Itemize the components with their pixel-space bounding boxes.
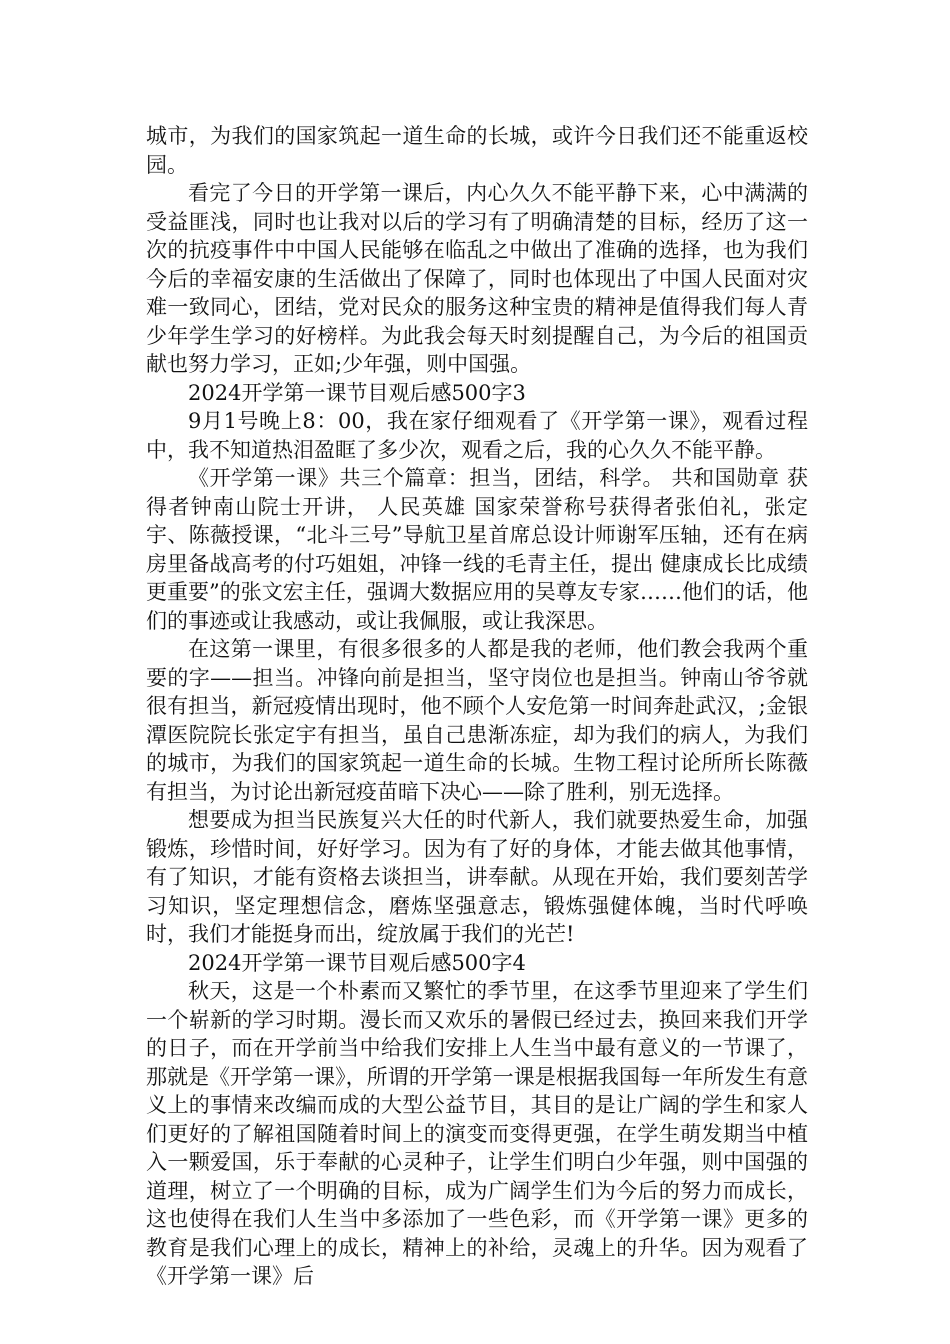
document-page bbox=[146, 122, 808, 1291]
paragraph-7: 秋天，这是一个朴素而又繁忙的季节里，在这季节里迎来了学生们一个崭新的学习时期。漫长而又欢乐的暑假已经过去，换回来我们开学的日子，而在开学前当中给我们安排上人生当中最有意义的一节课了，那就是《开学第一课》，所谓的开学第一课是根据我国每一年所发生有意义上的事情来改编而成的大型公益节目，其目的是让广阔的学生和家人们更好的了解祖国随着时间上的演变而变得更强，在学生萌发期当中植入一颗爱国，乐于奉献的心灵种子，让学生们明白少年强，则中国强的道理，树立了一个明确的目标，成为广阔学生们为今后的努力而成长，这也使得在我们人生当中多添加了一些色彩，而《开学第一课》更多的教育是我们心理上的成长，精神上的补给，灵魂上的升华。因为观看了《开学第一课》后 bbox=[146, 979, 808, 1288]
section-heading-4: 2024开学第一课节目观后感500字4 bbox=[188, 950, 526, 975]
paragraph-2: 看完了今日的开学第一课后，内心久久不能平静下来，心中满满的受益匪浅，同时也让我对以后的学习有了明确清楚的目标，经历了这一次的抗疫事件中中国人民能够在临乱之中做出了准确的选择，也为我们今后的幸福安康的生活做出了保障了，同时也体现出了中国人民面对灾难一致同心，团结，党对民众的服务这种宝贵的精神是值得我们每人青少年学生学习的好榜样。为此我会每天时刻提醒自己，为今后的祖国贡献也努力学习，正如;少年强，则中国强。 bbox=[146, 181, 808, 376]
paragraph-5: 在这第一课里，有很多很多的人都是我的老师，他们教会我两个重要的字——担当。冲锋向前是担当，坚守岗位也是担当。钟南山爷爷就很有担当，新冠疫情出现时，他不顾个人安危第一时间奔赴武汉，;金银潭医院院长张定宇有担当，虽自己患渐冻症，却为我们的病人，为我们的城市，为我们的国家筑起一道生命的长城。生物工程讨论所所长陈薇有担当，为讨论出新冠疫苗暗下决心——除了胜利，别无选择。 bbox=[146, 637, 808, 804]
paragraph-3: 9月1号晚上8：00，我在家仔细观看了《开学第一课》，观看过程中，我不知道热泪盈眶了多少次，观看之后，我的心久久不能平静。 bbox=[146, 409, 808, 462]
paragraph-4: 《开学第一课》共三个篇章：担当，团结，科学。 共和国勋章 获得者钟南山院士开讲， 人民英雄 国家荣誉称号获得者张伯礼，张定宇、陈薇授课，“北斗三号”导航卫星首席总设计师谢军压轴，还有在病房里备战高考的付巧姐姐，冲锋一线的毛青主任，提出 健康成长比成绩更重要”的张文宏主任，强调大数据应用的吴尊友专家……他们的话，他们的事迹或让我感动，或让我佩服，或让我深思。 bbox=[146, 466, 808, 633]
paragraph-1: 城市，为我们的国家筑起一道生命的长城，或许今日我们还不能重返校园。 bbox=[146, 124, 808, 177]
paragraph-6: 想要成为担当民族复兴大任的时代新人，我们就要热爱生命，加强锻炼，珍惜时间，好好学习。因为有了好的身体，才能去做其他事情，有了知识，才能有资格去谈担当，讲奉献。从现在开始，我们要刻苦学习知识，坚定理想信念，磨炼坚强意志，锻炼强健体魄，当时代呼唤时，我们才能挺身而出，绽放属于我们的光芒! bbox=[146, 808, 808, 946]
section-heading-3: 2024开学第一课节目观后感500字3 bbox=[188, 380, 526, 405]
